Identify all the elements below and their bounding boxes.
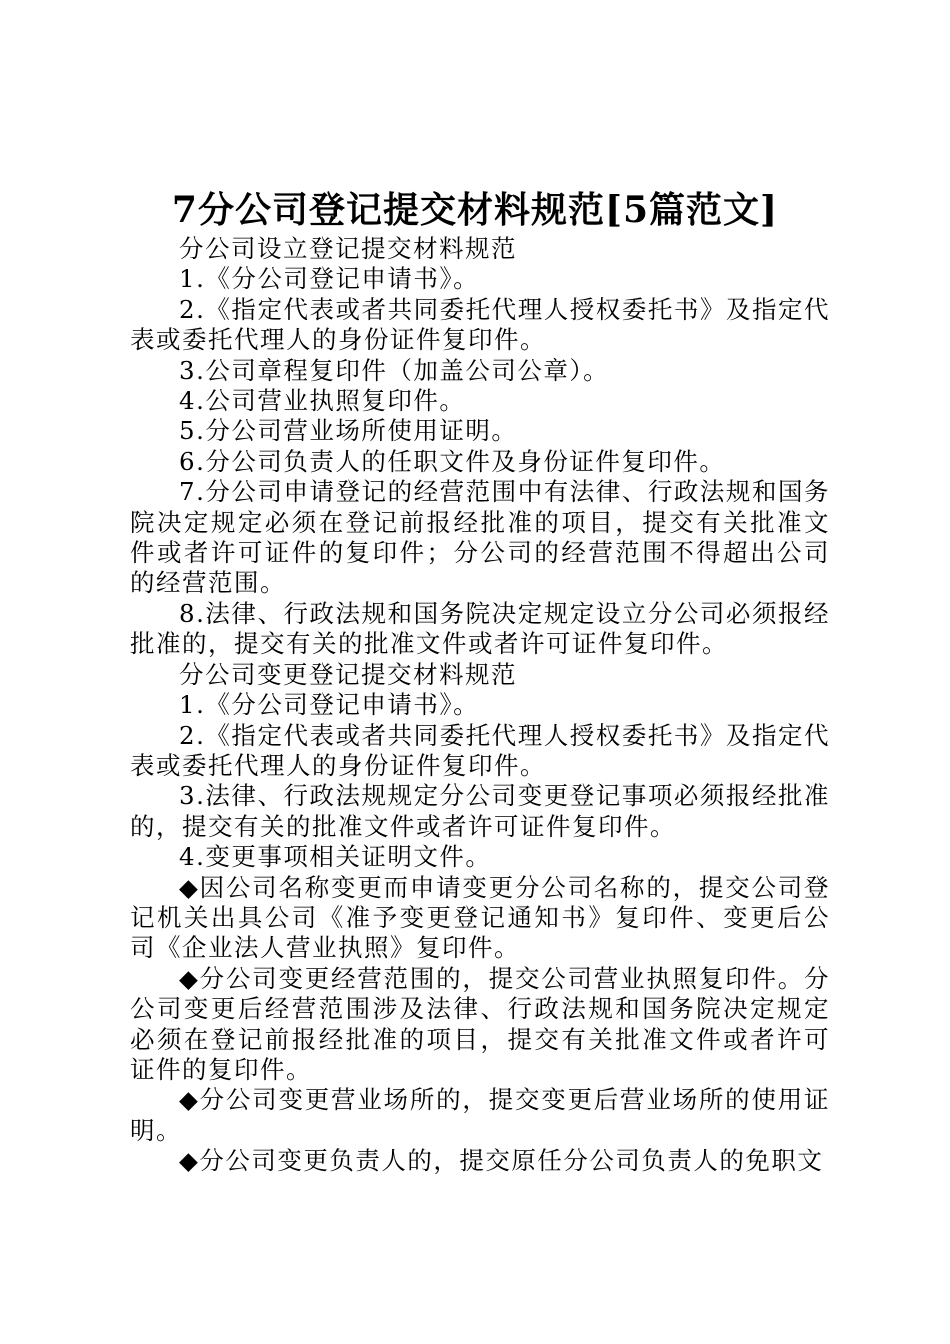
bullet-item: ◆分公司变更经营范围的，提交公司营业执照复印件。分公司变更后经营范围涉及法律、行政法规和国务院决定规定必须在登记前报经批准的项目，提交有关批准文件或者许可证件的复印件。 — [130, 963, 830, 1084]
bullet-item: ◆分公司变更负责人的，提交原任分公司负责人的免职文 — [179, 1146, 824, 1176]
list-item: 2.《指定代表或者共同委托代理人授权委托书》及指定代表或委托代理人的身份证件复印件。 — [130, 294, 830, 355]
list-item: 2.《指定代表或者共同委托代理人授权委托书》及指定代表或委托代理人的身份证件复印件。 — [130, 720, 830, 780]
list-item: 5.分公司营业场所使用证明。 — [179, 416, 518, 446]
list-item: 4.公司营业执照复印件。 — [179, 386, 466, 416]
list-item: 1.《分公司登记申请书》。 — [179, 264, 480, 294]
bullet-item: ◆分公司变更营业场所的，提交变更后营业场所的使用证明。 — [130, 1085, 830, 1145]
list-item: 4.变更事项相关证明文件。 — [179, 842, 492, 872]
list-item: 8.法律、行政法规和国务院决定规定设立分公司必须报经批准的，提交有关的批准文件或者许可证件复印件。 — [130, 598, 830, 659]
bullet-item: ◆因公司名称变更而申请变更分公司名称的，提交公司登记机关出具公司《准予变更登记通知书》复印件、变更后公司《企业法人营业执照》复印件。 — [130, 872, 830, 963]
section-heading-establishment: 分公司设立登记提交材料规范 — [179, 234, 517, 263]
document-body — [130, 234, 830, 1177]
list-item: 3.公司章程复印件（加盖公司公章）。 — [179, 355, 610, 385]
list-item: 3.法律、行政法规规定分公司变更登记事项必须报经批准的，提交有关的批准文件或者许可证件复印件。 — [130, 781, 830, 841]
list-item: 6.分公司负责人的任职文件及身份证件复印件。 — [179, 446, 726, 476]
list-item: 7.分公司申请登记的经营范围中有法律、行政法规和国务院决定规定必须在登记前报经批准的项目，提交有关批准文件或者许可证件的复印件；分公司的经营范围不得超出公司的经营范围。 — [130, 477, 830, 598]
document-title: 7分公司登记提交材料规范[5篇范文] — [171, 189, 779, 231]
list-item: 1.《分公司登记申请书》。 — [179, 690, 480, 720]
section-heading-change: 分公司变更登记提交材料规范 — [179, 659, 517, 689]
